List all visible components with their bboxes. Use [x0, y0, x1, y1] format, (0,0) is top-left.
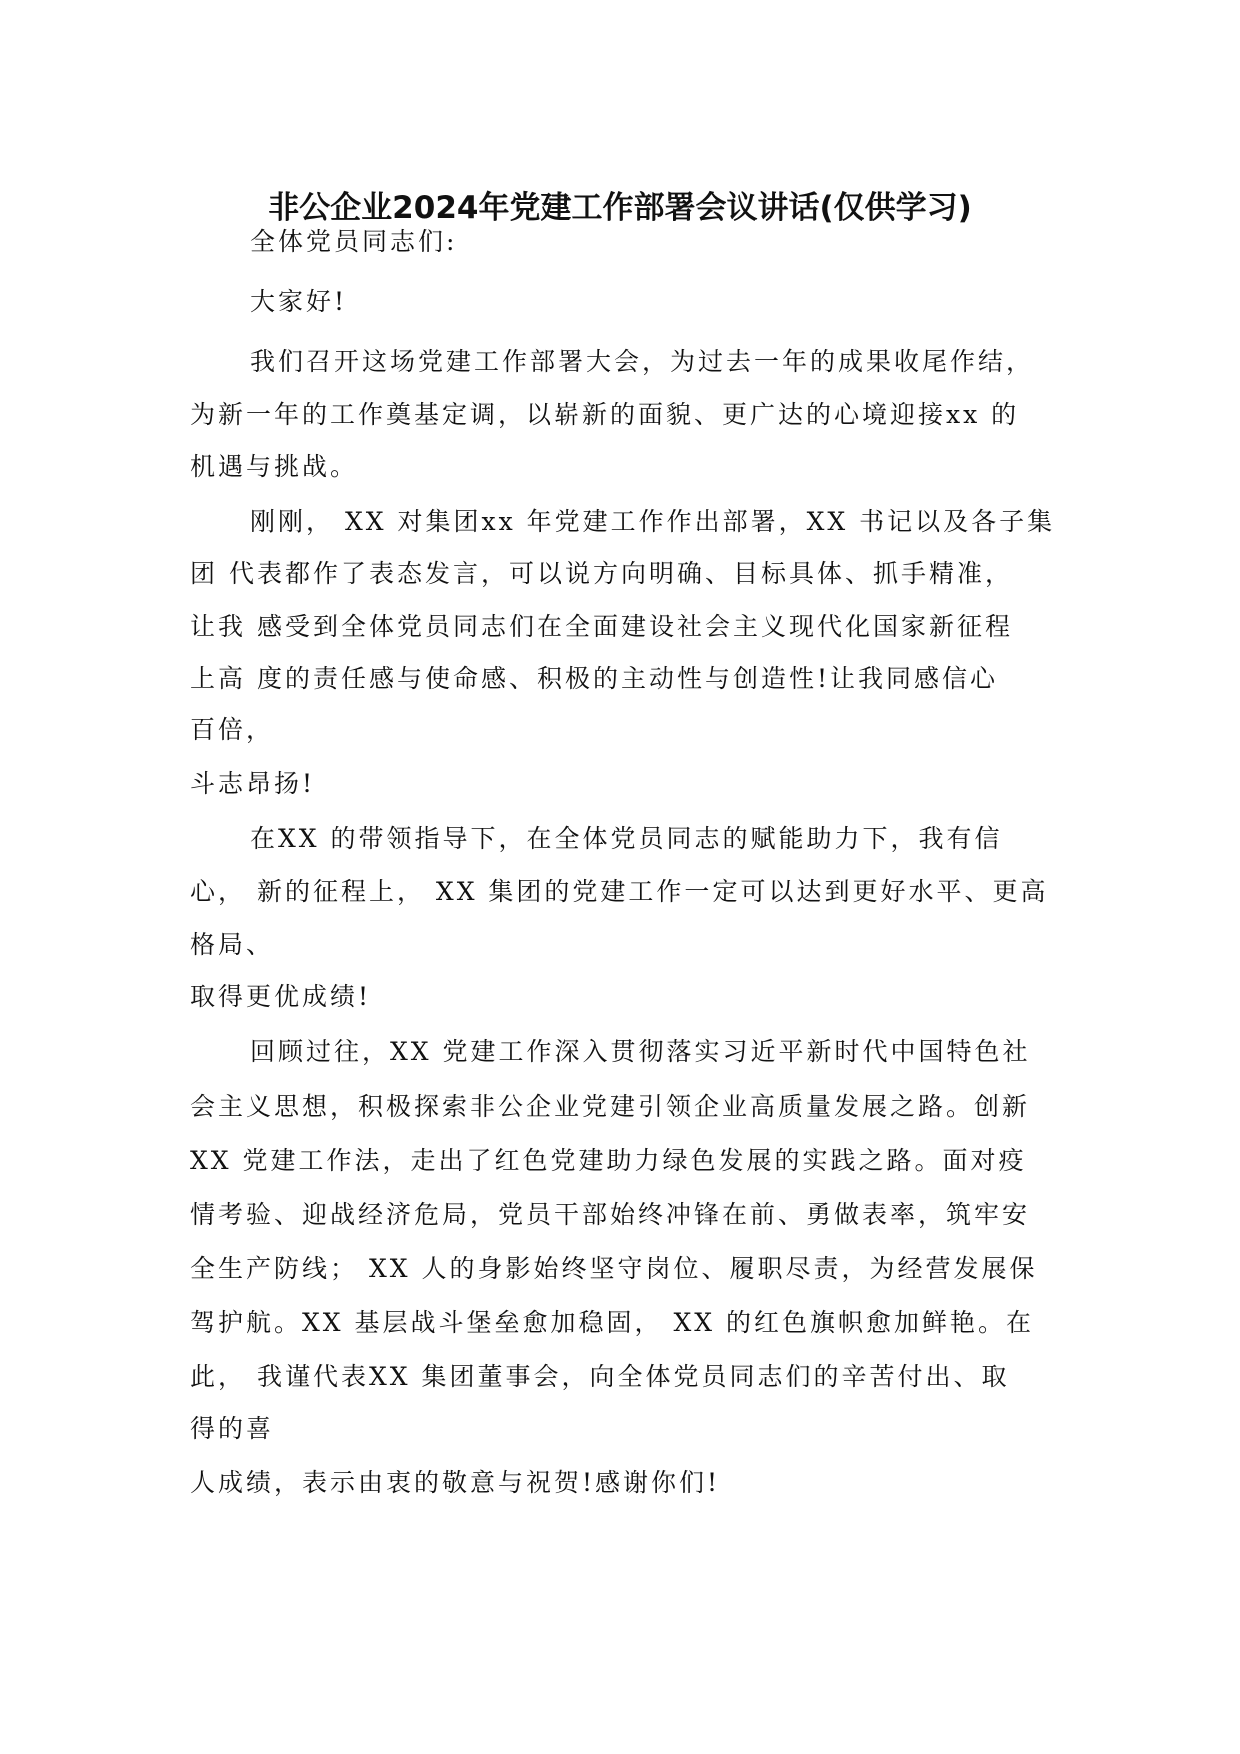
- paragraph-3-line-3: 格局、: [190, 930, 275, 959]
- paragraph-3-line-2: 心， 新的征程上， XX 集团的党建工作一定可以达到更好水平、更高: [190, 877, 1049, 906]
- paragraph-4-line-8: 得的喜: [190, 1414, 275, 1443]
- greeting: 大家好!: [250, 287, 348, 316]
- paragraph-4-line-9: 人成绩，表示由衷的敬意与祝贺!感谢你们!: [190, 1468, 721, 1497]
- paragraph-2-line-6: 斗志昂扬!: [190, 769, 316, 798]
- document-title: 非公企业2024年党建工作部署会议讲话(仅供学习): [268, 190, 972, 226]
- paragraph-1-line-1: 我们召开这场党建工作部署大会，为过去一年的成果收尾作结，: [250, 347, 1035, 376]
- salutation: 全体党员同志们:: [250, 227, 458, 256]
- paragraph-3-line-4: 取得更优成绩!: [190, 982, 372, 1011]
- paragraph-2-line-4: 上高 度的责任感与使命感、积极的主动性与创造性!让我同感信心: [190, 664, 998, 693]
- paragraph-4-line-3: XX 党建工作法，走出了红色党建助力绿色发展的实践之路。面对疫: [190, 1146, 1027, 1175]
- paragraph-2-line-1: 刚刚， XX 对集团xx 年党建工作作出部署，XX 书记以及各子集: [250, 507, 1056, 536]
- paragraph-4-line-7: 此， 我谨代表XX 集团董事会，向全体党员同志们的辛苦付出、取: [190, 1362, 1010, 1391]
- paragraph-4-line-4: 情考验、迎战经济危局，党员干部始终冲锋在前、勇做表率，筑牢安: [190, 1200, 1031, 1229]
- paragraph-4-line-5: 全生产防线； XX 人的身影始终坚守岗位、履职尽责，为经营发展保: [190, 1254, 1038, 1283]
- paragraph-4-line-2: 会主义思想，积极探索非公企业党建引领企业高质量发展之路。创新: [190, 1092, 1031, 1121]
- paragraph-2-line-3: 让我 感受到全体党员同志们在全面建设社会主义现代化国家新征程: [190, 612, 1013, 641]
- paragraph-3-line-1: 在XX 的带领指导下，在全体党员同志的赋能助力下，我有信: [250, 824, 1003, 853]
- paragraph-4-line-6: 驾护航。XX 基层战斗堡垒愈加稳固， XX 的红色旗帜愈加鲜艳。在: [190, 1308, 1035, 1337]
- paragraph-1-line-2: 为新一年的工作奠基定调，以崭新的面貌、更广达的心境迎接xx 的: [190, 400, 1020, 429]
- paragraph-1-line-3: 机遇与挑战。: [190, 452, 359, 481]
- paragraph-2-line-5: 百倍，: [190, 715, 275, 744]
- paragraph-2-line-2: 团 代表都作了表态发言，可以说方向明确、目标具体、抓手精准，: [190, 559, 1013, 588]
- paragraph-4-line-1: 回顾过往，XX 党建工作深入贯彻落实习近平新时代中国特色社: [250, 1037, 1031, 1066]
